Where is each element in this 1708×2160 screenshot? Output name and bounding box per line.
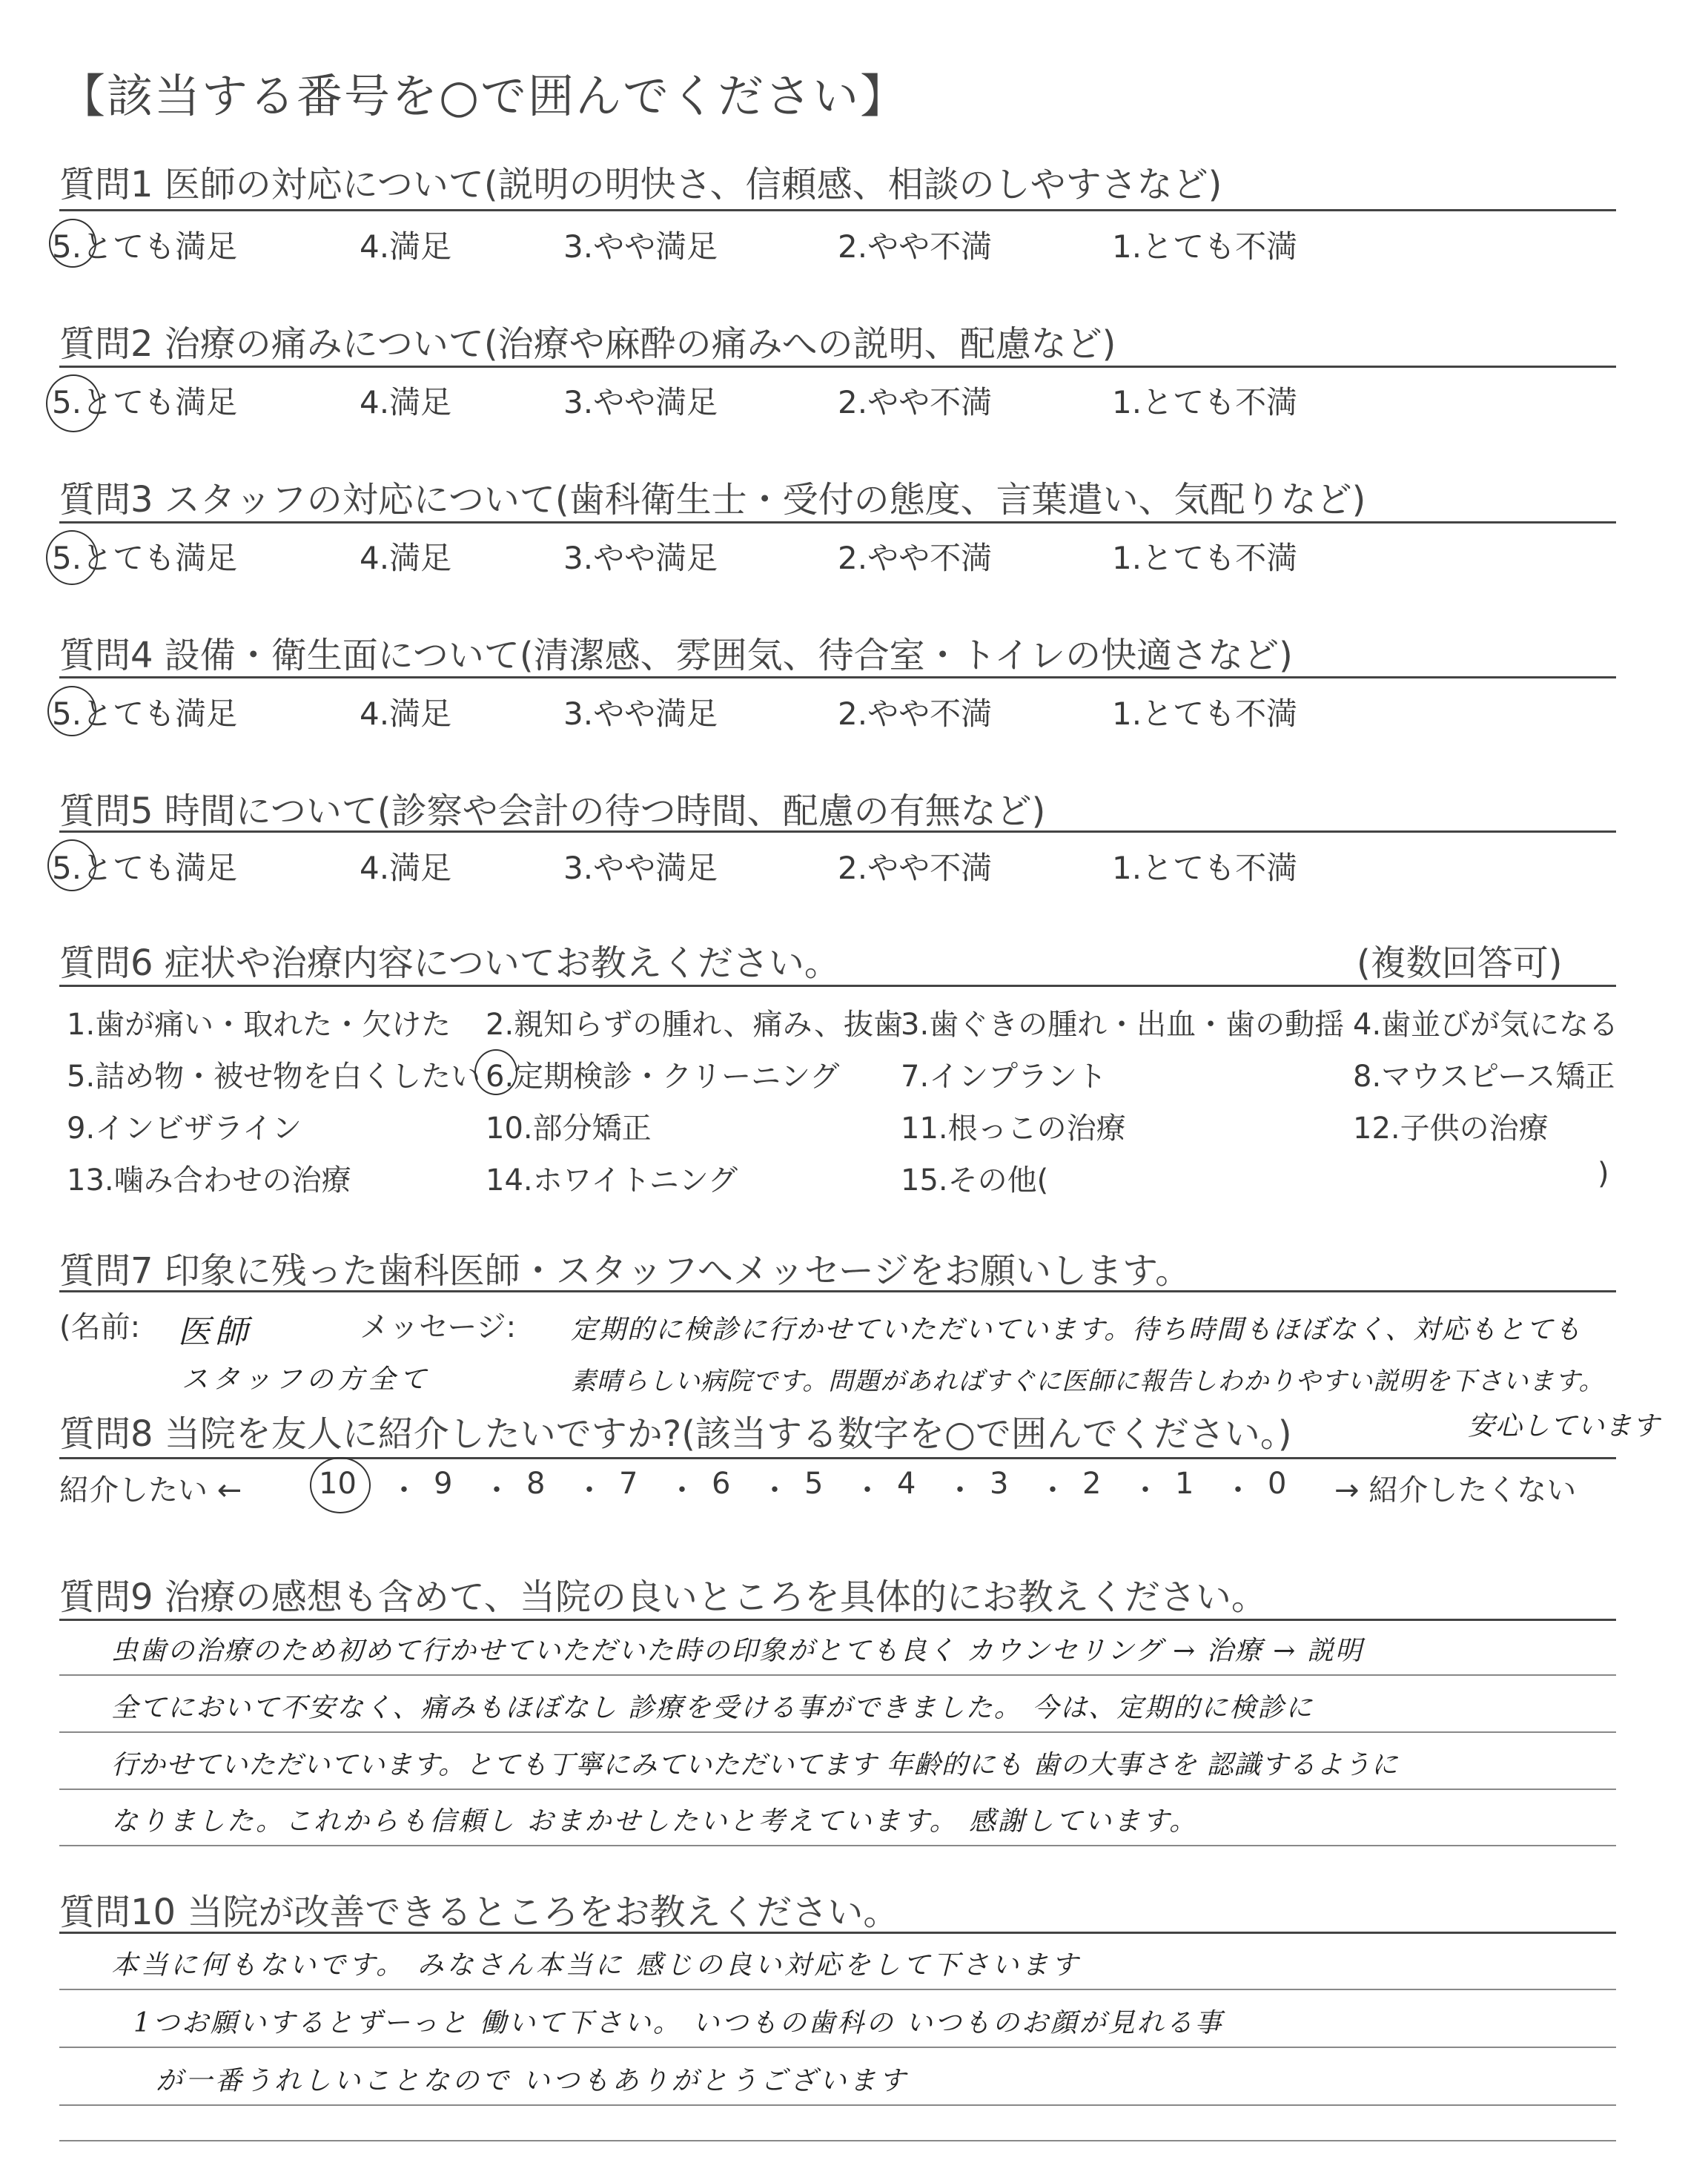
- q8-scale-2[interactable]: 2: [1082, 1467, 1102, 1501]
- q4-option-4[interactable]: 4.満足: [360, 696, 452, 732]
- q1-option-3[interactable]: 3.やや満足: [563, 228, 718, 265]
- question-7-rule: [59, 1290, 1616, 1292]
- question-10-label: 質問10 当院が改善できるところをお教えください。: [59, 1892, 899, 1933]
- q6-item-15[interactable]: 15.その他(: [901, 1163, 1049, 1198]
- q6-item-3[interactable]: 3.歯ぐきの腫れ・出血・歯の動揺: [901, 1008, 1345, 1042]
- q2-option-3[interactable]: 3.やや満足: [563, 384, 718, 420]
- q8-scale-sep-1: ・: [389, 1473, 419, 1507]
- q9-handwritten-line-4: なりました。これからも信頼し おまかせしたいと考えています。 感謝しています。: [111, 1806, 1199, 1837]
- question-8-label: 質問8 当院を友人に紹介したいですか?(該当する数字を○で囲んでください。): [59, 1413, 1292, 1455]
- q6-item-6[interactable]: 6.定期検診・クリーニング: [486, 1060, 840, 1094]
- q5-option-1[interactable]: 1.とても不満: [1112, 850, 1298, 886]
- q1-option-1[interactable]: 1.とても不満: [1112, 228, 1298, 265]
- q8-scale-sep-3: ・: [575, 1473, 604, 1507]
- q6-item-9[interactable]: 9.インビザライン: [67, 1112, 302, 1146]
- q1-option-4[interactable]: 4.満足: [360, 228, 452, 265]
- q8-scale-6[interactable]: 6: [712, 1467, 731, 1501]
- q8-scale-sep-10: ・: [1223, 1473, 1253, 1507]
- question-7-label: 質問7 印象に残った歯科医師・スタッフへメッセージをお願いします。: [59, 1250, 1191, 1292]
- q8-scale-sep-8: ・: [1038, 1473, 1068, 1507]
- q8-scale-4[interactable]: 4: [897, 1467, 916, 1501]
- q3-option-4[interactable]: 4.満足: [360, 540, 452, 576]
- question-3-label: 質問3 スタッフの対応について(歯科衛生士・受付の態度、言葉遣い、気配りなど): [59, 479, 1366, 521]
- q9-handwritten-line-1: 虫歯の治療のため初めて行かせていただいた時の印象がとても良く カウンセリング → 治療 → 説明: [111, 1636, 1363, 1666]
- q8-left-label: 紹介したい ←: [59, 1473, 242, 1507]
- q9-handwritten-line-3: 行かせていただいています。とても丁寧にみていただいてます 年齢的にも 歯の大事さを 認識するように: [111, 1750, 1399, 1780]
- q3-option-1[interactable]: 1.とても不満: [1112, 540, 1298, 576]
- q5-option-2[interactable]: 2.やや不満: [838, 850, 993, 886]
- q6-item-11[interactable]: 11.根っこの治療: [901, 1112, 1126, 1146]
- q2-option-5[interactable]: 5.とても満足: [52, 384, 238, 420]
- q7-name-handwritten-1: 医師: [178, 1313, 252, 1351]
- q1-option-5[interactable]: 5.とても満足: [52, 228, 238, 265]
- question-1-label: 質問1 医師の対応について(説明の明快さ、信頼感、相談のしやすさなど): [59, 164, 1222, 205]
- q10-handwritten-line-2: 1つお願いするとずーっと 働いて下さい。 いつもの歯科の いつものお顔が見れる事: [133, 2008, 1224, 2038]
- q8-scale-3[interactable]: 3: [990, 1467, 1009, 1501]
- q6-item-13[interactable]: 13.噛み合わせの治療: [67, 1163, 351, 1198]
- q6-item-10[interactable]: 10.部分矯正: [486, 1112, 652, 1146]
- q9-writing-line-4: [59, 1845, 1616, 1846]
- q8-scale-8[interactable]: 8: [526, 1467, 546, 1501]
- q5-option-4[interactable]: 4.満足: [360, 850, 452, 886]
- q9-writing-line-2: [59, 1731, 1616, 1733]
- question-6-rule: [59, 985, 1616, 987]
- q4-option-3[interactable]: 3.やや満足: [563, 696, 718, 732]
- q4-option-1[interactable]: 1.とても不満: [1112, 696, 1298, 732]
- page-title: 【該当する番号を○で囲んでください】: [59, 69, 908, 123]
- q3-option-2[interactable]: 2.やや不満: [838, 540, 993, 576]
- q7-name-label: (名前:: [59, 1310, 141, 1344]
- question-3-rule: [59, 521, 1616, 524]
- q10-writing-line-1: [59, 1989, 1616, 1990]
- q2-option-4[interactable]: 4.満足: [360, 384, 452, 420]
- q6-item-12[interactable]: 12.子供の治療: [1353, 1112, 1549, 1146]
- q6-item-5[interactable]: 5.詰め物・被せ物を白くしたい: [67, 1060, 481, 1094]
- q6-item-1[interactable]: 1.歯が痛い・取れた・欠けた: [67, 1008, 451, 1042]
- q6-item-7[interactable]: 7.インプラント: [901, 1060, 1108, 1094]
- q9-writing-line-3: [59, 1789, 1616, 1790]
- question-5-label: 質問5 時間について(診察や会計の待つ時間、配慮の有無など): [59, 790, 1046, 832]
- q8-scale-sep-6: ・: [853, 1473, 882, 1507]
- q10-handwritten-line-3: が一番うれしいことなので いつもありがとうございます: [156, 2066, 909, 2096]
- q8-scale-sep-2: ・: [482, 1473, 512, 1507]
- q2-option-2[interactable]: 2.やや不満: [838, 384, 993, 420]
- q7-name-handwritten-2: スタッフの方全て: [182, 1364, 431, 1395]
- question-8-rule: [59, 1457, 1616, 1459]
- question-9-rule: [59, 1619, 1616, 1621]
- q7-message-handwritten-3: 安心しています: [1468, 1411, 1661, 1441]
- q4-option-2[interactable]: 2.やや不満: [838, 696, 993, 732]
- q8-scale-7[interactable]: 7: [619, 1467, 638, 1501]
- q6-item-8[interactable]: 8.マウスピース矯正: [1353, 1060, 1615, 1094]
- q7-message-handwritten-2: 素晴らしい病院です。問題があればすぐに医師に報告しわかりやすい説明を下さいます。: [571, 1367, 1605, 1396]
- q6-item-15-close: ): [1598, 1157, 1609, 1191]
- question-4-rule: [59, 676, 1616, 678]
- q8-scale-0[interactable]: 0: [1268, 1467, 1287, 1501]
- q1-option-2[interactable]: 2.やや不満: [838, 228, 993, 265]
- q5-option-5[interactable]: 5.とても満足: [52, 850, 238, 886]
- question-10-rule: [59, 1932, 1616, 1934]
- q8-scale-10[interactable]: 10: [319, 1467, 357, 1501]
- question-9-label: 質問9 治療の感想も含めて、当院の良いところを具体的にお教えください。: [59, 1576, 1267, 1618]
- q8-scale-sep-4: ・: [667, 1473, 697, 1507]
- q8-right-label: → 紹介したくない: [1334, 1473, 1577, 1507]
- question-6-label: 質問6 症状や治療内容についてお教えください。: [59, 942, 840, 984]
- q4-option-5[interactable]: 5.とても満足: [52, 696, 238, 732]
- q9-writing-line-1: [59, 1674, 1616, 1676]
- question-1-rule: [59, 209, 1616, 211]
- q5-option-3[interactable]: 3.やや満足: [563, 850, 718, 886]
- question-5-rule: [59, 830, 1616, 833]
- q8-scale-sep-7: ・: [945, 1473, 975, 1507]
- q10-writing-line-3: [59, 2104, 1616, 2106]
- q8-scale-9[interactable]: 9: [434, 1467, 453, 1501]
- q9-handwritten-line-2: 全てにおいて不安なく、痛みもほぼなし 診療を受ける事ができました。 今は、定期的に検診に: [111, 1693, 1314, 1723]
- question-6-note: (複数回答可): [1357, 942, 1563, 984]
- q6-item-14[interactable]: 14.ホワイトニング: [486, 1163, 738, 1198]
- q3-option-3[interactable]: 3.やや満足: [563, 540, 718, 576]
- question-2-label: 質問2 治療の痛みについて(治療や麻酔の痛みへの説明、配慮など): [59, 323, 1116, 365]
- question-2-rule: [59, 366, 1616, 368]
- q10-writing-line-4: [59, 2140, 1616, 2141]
- q3-option-5[interactable]: 5.とても満足: [52, 540, 238, 576]
- q2-option-1[interactable]: 1.とても不満: [1112, 384, 1298, 420]
- q7-message-label: メッセージ:: [360, 1310, 517, 1344]
- q10-writing-line-2: [59, 2047, 1616, 2048]
- q8-scale-sep-5: ・: [760, 1473, 790, 1507]
- q8-scale-1[interactable]: 1: [1175, 1467, 1194, 1501]
- q10-handwritten-line-1: 本当に何もないです。 みなさん本当に 感じの良い対応をして下さいます: [111, 1950, 1082, 1981]
- question-4-label: 質問4 設備・衛生面について(清潔感、雰囲気、待合室・トイレの快適さなど): [59, 635, 1293, 676]
- q8-scale-5[interactable]: 5: [804, 1467, 824, 1501]
- q7-message-handwritten-1: 定期的に検診に行かせていただいています。待ち時間もほぼなく、対応もとても: [571, 1315, 1583, 1345]
- q6-item-4[interactable]: 4.歯並びが気になる: [1353, 1008, 1619, 1042]
- q6-item-2[interactable]: 2.親知らずの腫れ、痛み、抜歯: [486, 1008, 903, 1042]
- q8-scale-sep-9: ・: [1131, 1473, 1160, 1507]
